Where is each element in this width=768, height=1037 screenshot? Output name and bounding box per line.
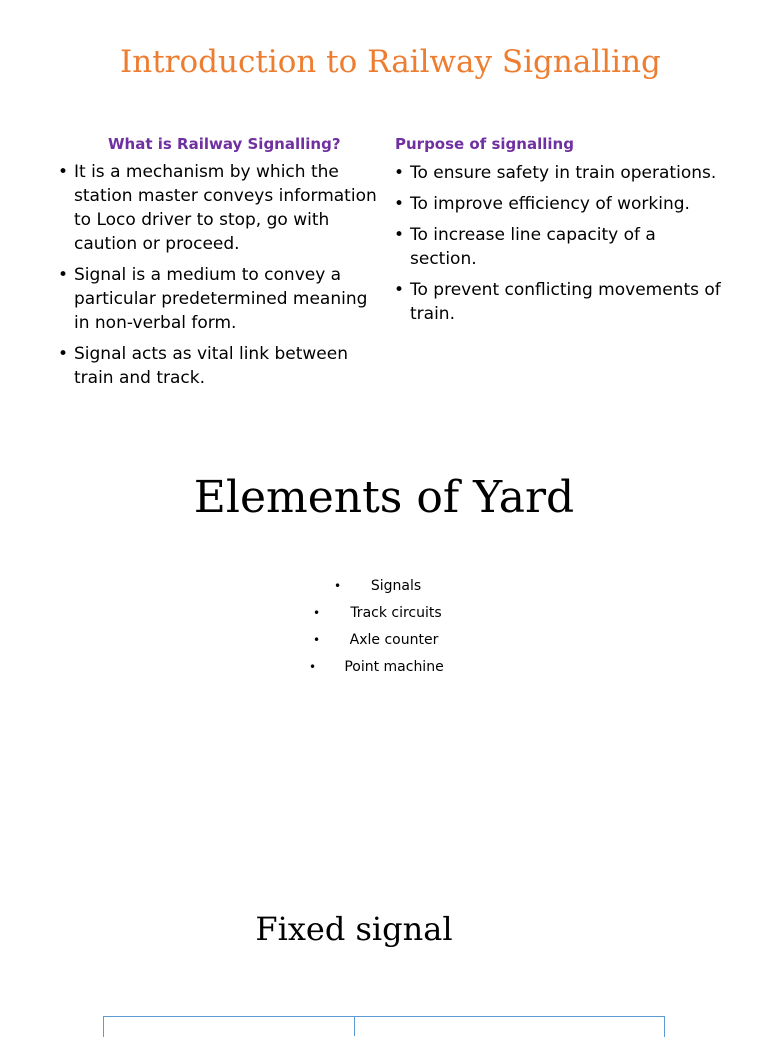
page-title: Introduction to Railway Signalling [120, 44, 661, 80]
signal-table [103, 1016, 665, 1037]
list-item: • Signals [0, 575, 768, 602]
list-item: • To improve efficiency of working. [394, 192, 724, 216]
list-item: • Signal acts as vital link between train and track. [58, 342, 378, 390]
list-item: • It is a mechanism by which the station master conveys information to Loco driver to stop, go with caution or proceed. [58, 160, 378, 256]
list-item: • Point machine [0, 656, 768, 683]
list-item: • To ensure safety in train operations. [394, 161, 724, 185]
elements-of-yard-heading: Elements of Yard [193, 472, 575, 523]
list-item: • Track circuits [0, 602, 768, 629]
list-item: • To prevent conflicting movements of train. [394, 278, 724, 326]
fixed-signal-heading: Fixed signal [255, 910, 453, 948]
bullet-icon: • [313, 606, 321, 620]
bullet-icon: • [313, 633, 321, 647]
list-item: • To increase line capacity of a section. [394, 223, 724, 271]
table-column-divider [354, 1016, 355, 1036]
bullet-icon: • [334, 579, 342, 593]
purpose-heading: Purpose of signalling [395, 135, 574, 153]
list-item: • Axle counter [0, 629, 768, 656]
yard-elements-list [0, 575, 768, 683]
what-is-signalling-list [58, 160, 378, 397]
what-is-signalling-heading: What is Railway Signalling? [108, 135, 341, 153]
purpose-list [394, 161, 724, 333]
list-item: • Signal is a medium to convey a particular predetermined meaning in non-verbal form. [58, 263, 378, 335]
bullet-icon: • [309, 660, 317, 674]
